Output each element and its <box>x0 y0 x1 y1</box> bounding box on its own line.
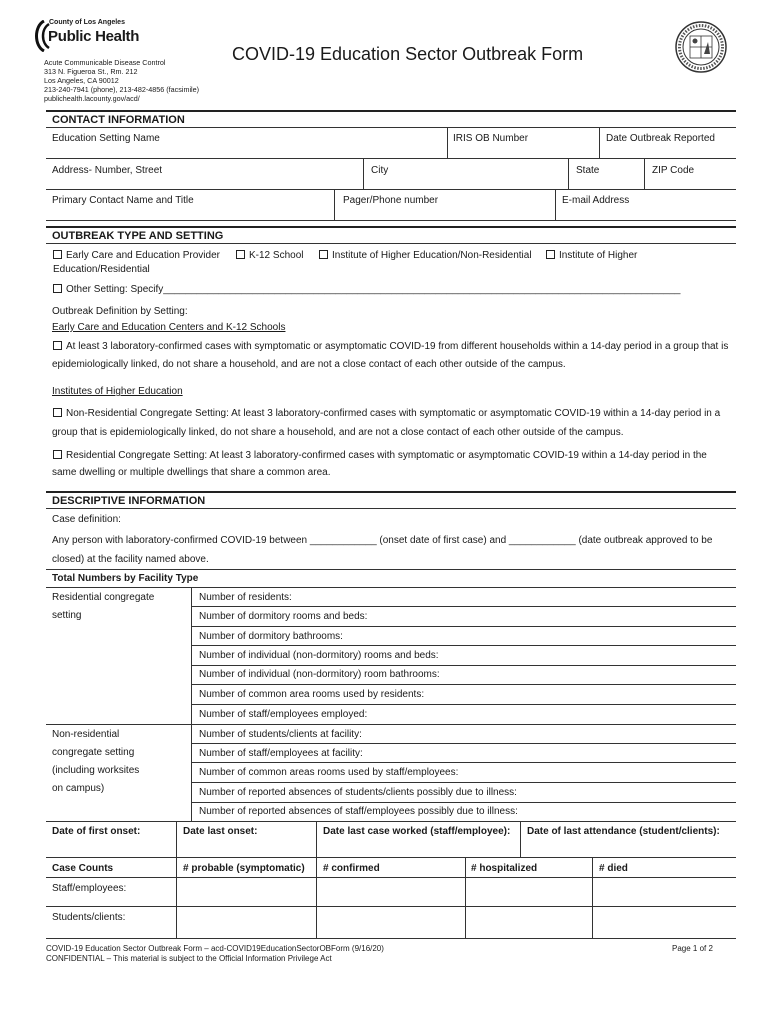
nonresidential-label: on campus) <box>52 783 105 794</box>
definition-text: group that is epidemiologically linked, do not share a household, and are not a close contact of each other outside of the campus. <box>52 427 624 438</box>
email-address-field[interactable]: E-mail Address <box>562 195 630 206</box>
nonresidential-label: (including worksites <box>52 765 140 776</box>
nonresidential-label: congregate setting <box>52 747 135 758</box>
early-care-heading: Early Care and Education Centers and K-12 Schools <box>52 322 286 333</box>
lacdph-logo <box>30 18 140 54</box>
case-definition-text[interactable]: Any person with laboratory-confirmed COVID-19 between ____________ (onset date of first case) and ____________ (date outbreak approved to be <box>52 535 713 546</box>
ihe-residential-label-cont: Education/Residential <box>53 264 150 275</box>
k12-label: K-12 School <box>249 250 304 261</box>
nonresidential-def-checkbox[interactable] <box>53 408 62 417</box>
footer-confidential: CONFIDENTIAL – This material is subject to the Official Information Privilege Act <box>46 954 332 963</box>
dorm-rooms-beds-field[interactable]: Number of dormitory rooms and beds: <box>199 611 368 622</box>
primary-contact-field[interactable]: Primary Contact Name and Title <box>52 195 194 206</box>
county-seal-icon <box>674 20 728 74</box>
option-early-care[interactable] <box>53 250 220 261</box>
state-field[interactable]: State <box>576 165 600 176</box>
footer-form-id: COVID-19 Education Sector Outbreak Form – acd-COVID19EducationSectorOBForm (9/16/20) <box>46 944 384 953</box>
k12-checkbox[interactable] <box>236 250 245 259</box>
definition-label: Outbreak Definition by Setting: <box>52 306 188 317</box>
logo-public-health-text: Public Health <box>48 28 140 45</box>
ihe-residential-label: Institute of Higher <box>559 250 638 261</box>
ihe-nonresidential-checkbox[interactable] <box>319 250 328 259</box>
ihe-heading: Institutes of Higher Education <box>52 386 183 397</box>
case-definition-label: Case definition: <box>52 514 121 525</box>
definition-text: Non-Residential Congregate Setting: At least 3 laboratory-confirmed cases with symptomatic or asymptomatic COVID-19 within a 14-day period in a <box>66 408 721 419</box>
student-absences-field[interactable]: Number of reported absences of students/clients possibly due to illness: <box>199 787 517 798</box>
outbreak-section-heading: OUTBREAK TYPE AND SETTING <box>46 226 736 243</box>
early-care-checkbox[interactable] <box>53 250 62 259</box>
definition-text: same dwelling or multiple dwellings that share a common area. <box>52 467 331 478</box>
nonresidential-label: Non-residential <box>52 729 120 740</box>
address-field[interactable]: Address- Number, Street <box>52 165 163 176</box>
option-k12[interactable] <box>236 250 303 261</box>
page-number: Page 1 of 2 <box>672 944 713 953</box>
dorm-bathrooms-field[interactable]: Number of dormitory bathrooms: <box>199 631 343 642</box>
totals-heading: Total Numbers by Facility Type <box>52 573 199 584</box>
pager-phone-field[interactable]: Pager/Phone number <box>343 195 439 206</box>
case-definition-text: closed) at the facility named above. <box>52 554 209 565</box>
common-areas-staff-field[interactable]: Number of common areas rooms used by staff/employees: <box>199 767 459 778</box>
other-setting-label: Other Setting: Specify_____________________________________________________________________________________________ <box>66 284 681 295</box>
address-line: 213-240-7941 (phone), 213-482-4856 (facsimile) <box>44 85 200 94</box>
descriptive-section-heading: DESCRIPTIVE INFORMATION <box>46 491 736 508</box>
date-outbreak-reported-field[interactable]: Date Outbreak Reported <box>606 133 715 144</box>
contact-section-heading: CONTACT INFORMATION <box>46 110 736 127</box>
common-rooms-residents-field[interactable]: Number of common area rooms used by residents: <box>199 689 425 700</box>
education-setting-name-field[interactable]: Education Setting Name <box>52 133 160 144</box>
ihe-residential-checkbox[interactable] <box>546 250 555 259</box>
hospitalized-header: # hospitalized <box>471 863 538 874</box>
staff-employed-field[interactable]: Number of staff/employees employed: <box>199 709 368 720</box>
individual-bathrooms-field[interactable]: Number of individual (non-dormitory) room bathrooms: <box>199 669 440 680</box>
residential-def-checkbox[interactable] <box>53 450 62 459</box>
definition-text: epidemiologically linked, do not share a household, and are not a close contact of each other outside of the campus. <box>52 359 566 370</box>
staff-at-facility-field[interactable]: Number of staff/employees at facility: <box>199 748 363 759</box>
other-setting-checkbox[interactable] <box>53 284 62 293</box>
residents-count-field[interactable]: Number of residents: <box>199 592 292 603</box>
early-care-label: Early Care and Education Provider <box>66 250 220 261</box>
agency-address <box>44 58 199 103</box>
date-last-attendance-field[interactable]: Date of last attendance (student/clients): <box>527 826 720 837</box>
city-field[interactable]: City <box>371 165 389 176</box>
address-line: Acute Communicable Disease Control <box>44 58 166 67</box>
address-line: publichealth.lacounty.gov/acd/ <box>44 94 140 103</box>
option-ihe-nonresidential[interactable] <box>319 250 532 261</box>
address-line: 313 N. Figueroa St., Rm. 212 <box>44 67 138 76</box>
residential-definition[interactable] <box>53 450 707 461</box>
page-title: COVID-19 Education Sector Outbreak Form <box>232 44 584 64</box>
option-ihe-residential[interactable] <box>546 250 637 261</box>
probable-header: # probable (symptomatic) <box>183 863 305 874</box>
residential-label: Residential congregate <box>52 592 155 603</box>
students-at-facility-field[interactable]: Number of students/clients at facility: <box>199 729 362 740</box>
nonresidential-definition[interactable] <box>53 408 720 419</box>
early-care-def-checkbox[interactable] <box>53 341 62 350</box>
ihe-nonresidential-label: Institute of Higher Education/Non-Residential <box>332 250 532 261</box>
definition-text: Residential Congregate Setting: At least 3 laboratory-confirmed cases with symptomatic or asymptomatic COVID-19 within a 14-day period in the <box>66 450 707 461</box>
staff-absences-field[interactable]: Number of reported absences of staff/employees possibly due to illness: <box>199 806 518 817</box>
iris-ob-number-field[interactable]: IRIS OB Number <box>453 133 529 144</box>
logo-county-text: County of Los Angeles <box>49 19 125 26</box>
staff-cases-row-label: Staff/employees: <box>52 883 127 894</box>
died-header: # died <box>599 863 628 874</box>
date-last-worked-field[interactable]: Date last case worked (staff/employee): <box>323 826 511 837</box>
logo-mark-icon <box>30 20 50 52</box>
confirmed-header: # confirmed <box>323 863 380 874</box>
individual-rooms-beds-field[interactable]: Number of individual (non-dormitory) rooms and beds: <box>199 650 439 661</box>
option-other-setting[interactable] <box>53 284 681 295</box>
date-last-onset-field[interactable]: Date last onset: <box>183 826 258 837</box>
address-line: Los Angeles, CA 90012 <box>44 76 119 85</box>
date-first-onset-field[interactable]: Date of first onset: <box>52 826 141 837</box>
zip-code-field[interactable]: ZIP Code <box>652 165 695 176</box>
early-care-definition[interactable] <box>53 341 728 352</box>
student-cases-row-label: Students/clients: <box>52 912 126 923</box>
definition-text: At least 3 laboratory-confirmed cases with symptomatic or asymptomatic COVID-19 from different households within a 14-day period in a group that is <box>66 341 729 352</box>
case-counts-header: Case Counts <box>52 863 114 874</box>
residential-label: setting <box>52 610 82 621</box>
